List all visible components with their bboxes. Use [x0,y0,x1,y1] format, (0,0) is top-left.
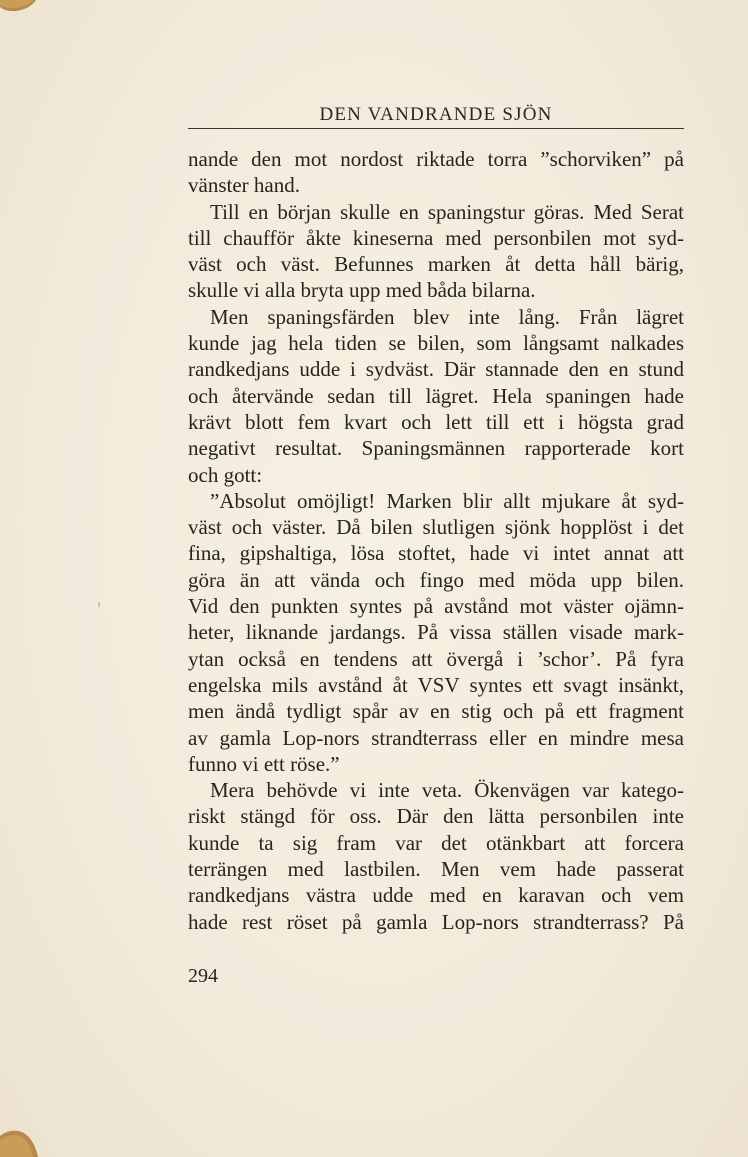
text-line: negativt resultat. Spaningsmännen rapporterade kort [188,436,684,461]
corner-stain-bottom [0,1126,40,1157]
text-line: av gamla Lop-nors strandterrass eller en mindre mesa [188,725,684,750]
text-line: Till en början skulle en spaningstur göras. Med Serat [210,199,684,224]
text-line: väst och väster. Då bilen slutligen sjönk hopplöst i det [188,515,684,540]
text-line: Men spaningsfärden blev inte lång. Från lägret [210,304,684,329]
text-line: riskt stängd för oss. Där den lätta personbilen inte [188,804,684,829]
text-line: och gott: [188,462,263,487]
text-line: krävt blott fem kvart och lett till ett i högsta grad [188,409,684,434]
text-line: vänster hand. [188,173,300,198]
body-text [188,146,684,935]
paper-speck [98,602,100,607]
text-line: engelska mils avstånd åt VSV syntes ett svagt insänkt, [188,672,684,697]
page-number: 294 [188,965,218,987]
corner-stain-top [0,0,38,14]
text-line: fina, gipshaltiga, lösa stoftet, hade vi intet annat att [188,541,684,566]
text-line: randkedjans västra udde med en karavan och vem [188,883,684,908]
text-line: göra än att vända och fingo med möda upp bilen. [188,567,684,592]
text-line: Vid den punkten syntes på avstånd mot väster ojämn- [188,594,684,619]
text-line: funno vi ett röse.” [188,751,340,776]
text-line: till chaufför åkte kineserna med personbilen mot syd- [188,225,684,250]
text-line: heter, liknande jardangs. På vissa ställen visade mark- [188,620,684,645]
text-line: skulle vi alla bryta upp med båda bilarna. [188,278,536,303]
text-line: väst och väst. Befunnes marken åt detta håll bärig, [188,252,684,277]
header-rule [188,128,684,129]
text-line: kunde ta sig fram var det otänkbart att forcera [188,830,684,855]
text-line: men ändå tydligt spår av en stig och på ett fragment [188,699,684,724]
text-line: randkedjans udde i sydväst. Där stannade den en stund [188,357,684,382]
text-line: kunde jag hela tiden se bilen, som långsamt nalkades [188,331,684,356]
text-line: Mera behövde vi inte veta. Ökenvägen var katego- [210,778,684,803]
text-line: och återvände sedan till lägret. Hela spaningen hade [188,383,684,408]
text-line: terrängen med lastbilen. Men vem hade passerat [188,857,684,882]
running-head: DEN VANDRANDE SJÖN [319,104,553,125]
text-line: hade rest röset på gamla Lop-nors strandterrass? På [188,909,684,934]
text-line: ytan också en tendens att övergå i ’schor’. På fyra [188,646,684,671]
text-line: ”Absolut omöjligt! Marken blir allt mjukare åt syd- [210,488,684,513]
text-line: nande den mot nordost riktade torra ”schorviken” på [188,147,684,171]
